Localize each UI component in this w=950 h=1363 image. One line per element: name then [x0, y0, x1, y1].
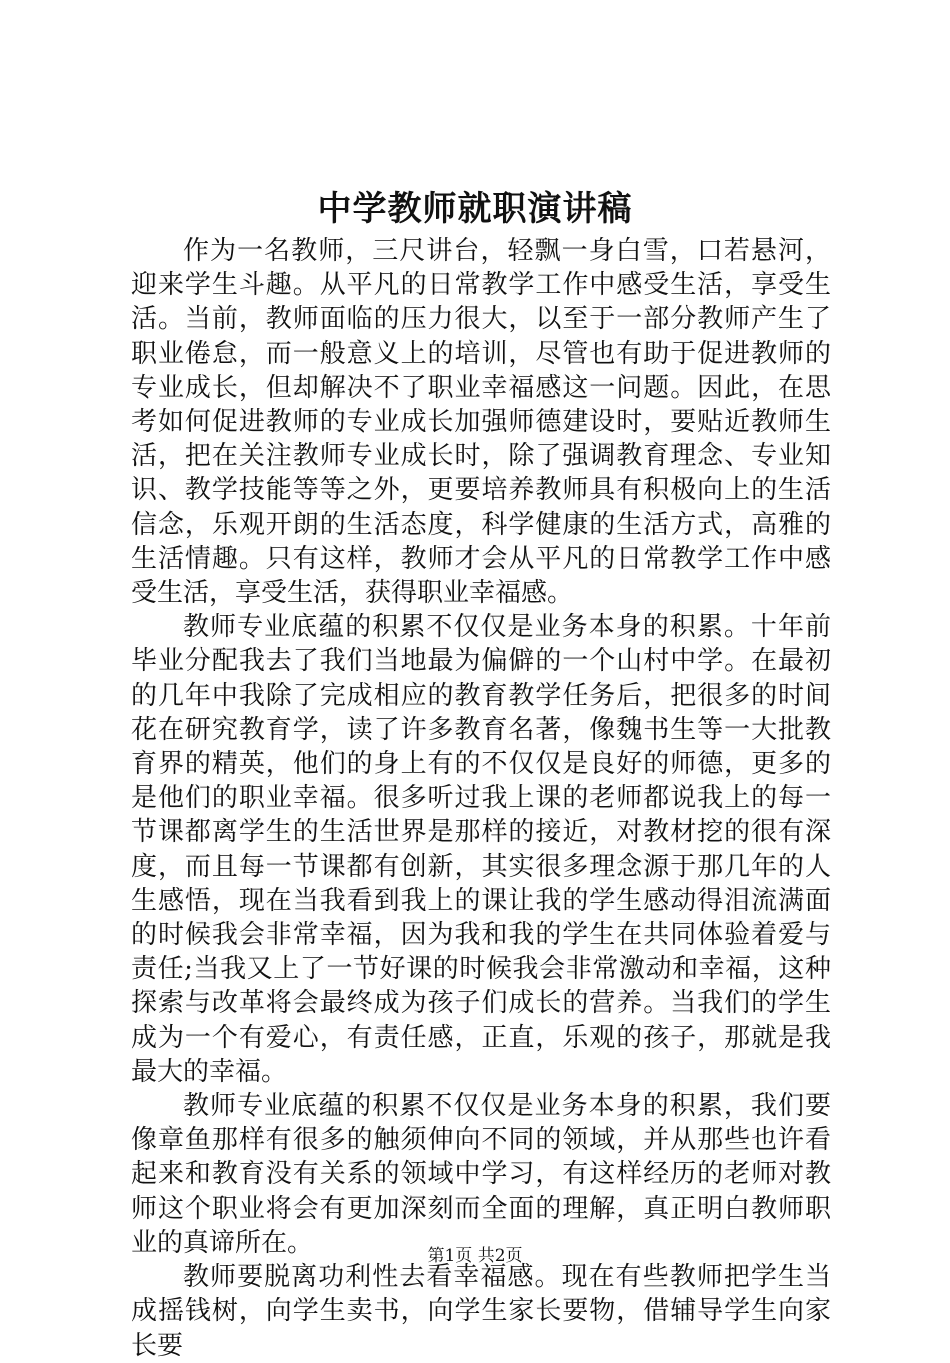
paragraph-4: 教师要脱离功利性去看幸福感。现在有些教师把学生当成摇钱树，向学生卖书，向学生家长要物，借辅导学生向家长要 — [131, 1262, 831, 1361]
paragraph-2: 教师专业底蕴的积累不仅仅是业务本身的积累。十年前毕业分配我去了我们当地最为偏僻的一个山村中学。在最初的几年中我除了完成相应的教育教学任务后，把很多的时间花在研究教育学，读了许多教育名著，像魏书生等一大批教育界的精英，他们的身上有的不仅仅是良好的师德，更多的是他们的职业幸福。很多听过我上课的老师都说我上的每一节课都离学生的生活世界是那样的接近，对教材挖的很有深度，而且每一节课都有创新，其实很多理念源于那几年的人生感悟，现在当我看到我上的课让我的学生感动得泪流满面的时候我会非常幸福，因为我和我的学生在共同体验着爱与责任;当我又上了一节好课的时候我会非常激动和幸福，这种探索与改革将会最终成为孩子们成长的营养。当我们的学生成为一个有爱心，有责任感，正直，乐观的孩子，那就是我最大的幸福。 — [131, 612, 831, 1087]
page-number-footer: 第1页 共2页 — [427, 1246, 523, 1266]
paragraph-3: 教师专业底蕴的积累不仅仅是业务本身的积累，我们要像章鱼那样有很多的触须伸向不同的领域，并从那些也许看起来和教育没有关系的领域中学习，有这样经历的老师对教师这个职业将会有更加深刻而全面的理解，真正明白教师职业的真谛所在。 — [131, 1091, 831, 1258]
paragraph-1: 作为一名教师，三尺讲台，轻飘一身白雪，口若悬河，迎来学生斗趣。从平凡的日常教学工作中感受生活，享受生活。当前，教师面临的压力很大，以至于一部分教师产生了职业倦怠，而一般意义上的培训，尽管也有助于促进教师的专业成长，但却解决不了职业幸福感这一问题。因此，在思考如何促进教师的专业成长加强师德建设时，要贴近教师生活，把在关注教师专业成长时，除了强调教育理念、专业知识、教学技能等等之外，更要培养教师具有积极向上的生活信念，乐观开朗的生活态度，科学健康的生活方式，高雅的生活情趣。只有这样，教师才会从平凡的日常教学工作中感受生活，享受生活，获得职业幸福感。 — [131, 236, 831, 609]
document-body — [131, 234, 831, 1363]
document-title: 中学教师就职演讲稿 — [317, 189, 633, 229]
